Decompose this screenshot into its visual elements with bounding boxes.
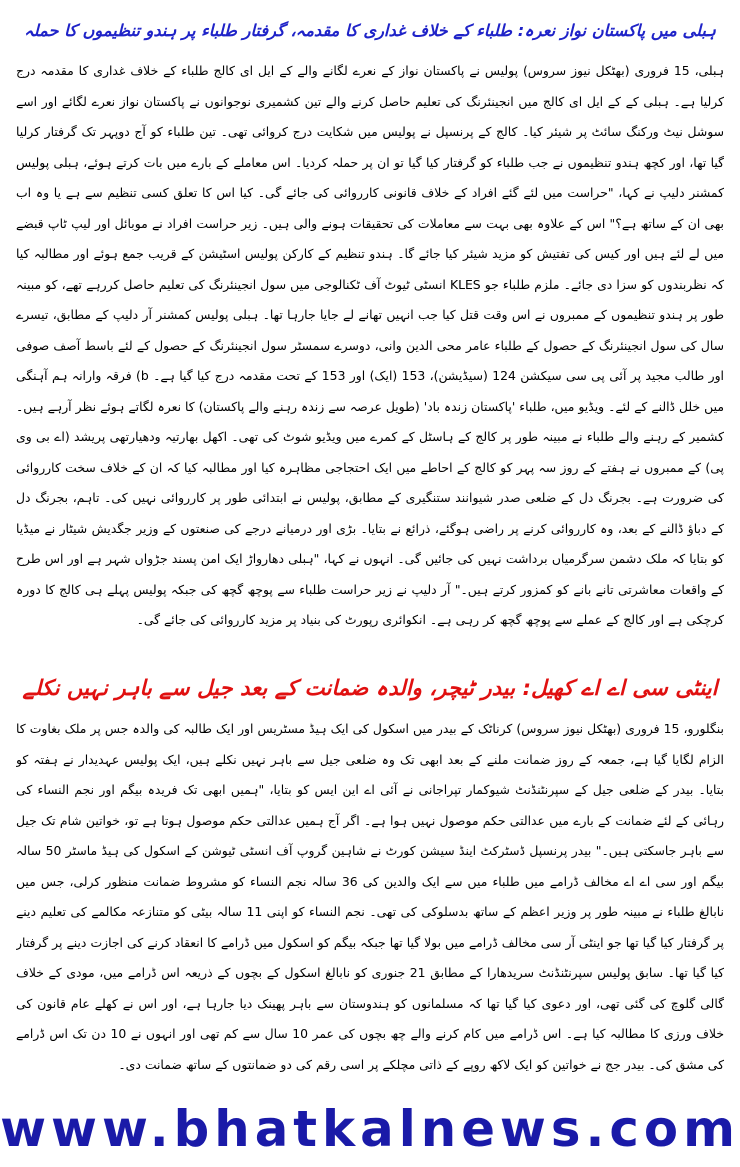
article-2-body: بنگلورو، 15 فروری (بھٹکل نیوز سروس) کرناٹک کے بیدر میں اسکول کی ایک ہیڈ مسٹریس اور ایک طالبہ کی والدہ جس پر ملک بغاوت کا الزام لگایا گیا ہے، جمعہ کے روز ضمانت ملنے کے بعد ابھی تک وہ ضلعی جیل سے باہر نہیں نکلے ہیں، ایک پولیس عہدیدار نے ہفتہ کو بتایا۔ بیدر کے ضلعی جیل کے سپرنٹنڈنٹ شیوکمار تپراجانی نے آئی اے این ایس کو بتایا، "ہمیں ابھی تک فریدہ بیگم اور نجم النساء کی رہائی کے لئے ضمانت کے بارے میں عدالتی حکم موصول نہیں ہوا ہے۔ اگر آج ہمیں عدالتی حکم موصول ہوتا ہے تو، خواتین شام تک جیل سے باہر جاسکتی ہیں۔" بیدر پرنسپل ڈسٹرکٹ اینڈ سیشن کورٹ نے شاہین گروپ آف انسٹی ٹیوشن کے اسکول کی ہیڈ ماسٹر 50 سالہ بیگم اور سی اے اے مخالف ڈرامے میں طلباء میں سے ایک والدین کی 36 سالہ نجم النساء کو مشروط ضمانت منظور کرلی، جس میں نابالغ طلباء نے مبینہ طور پر وزیر اعظم کے ساتھ بدسلوکی کی تھی۔ نجم النساء کو اپنی 11 سالہ بیٹی کو متنازعہ مکالمے کی تعلیم دینے پر گرفتار کیا گیا تھا جو اینٹی آر سی مخالف ڈرامے میں بولا گیا تھا جبکہ بیگم کو اسکول میں ڈرامے کا انعقاد کرنے کی اجازت دینے پر گرفتار کیا گیا تھا۔ سابق پولیس سپرنٹنڈنٹ سریدھارا کے مطابق 21 جنوری کو نابالغ اسکول کے بچوں کے ذریعہ اس ڈرامے میں، مودی کے خلاف گالی گلوچ کی گئی تھی، اور دعوی کیا گیا تھا کہ مسلمانوں کو ہندوستان سے باہر پھینک دیا جارہا ہے، اور اس نے کھلے عام قانون کی خلاف ورزی کا مطالبہ کیا ہے۔ اس ڈرامے میں کام کرنے والے چھ بچوں کی عمر 10 سال سے کم تھی اور انہوں نے 10 دن تک اس ڈرامے کی مشق کی۔ بیدر جج نے خواتین کو ایک لاکھ روپے کے ذاتی مچلکے پر اسی رقم کی دو ضمانتوں کے ساتھ ضمانت دی۔ [16, 721, 724, 1072]
site-url-footer: www.bhatkalnews.com [0, 1100, 740, 1158]
article-2-headline: اینٹی سی اے اے کھیل: بیدر ٹیچر، والدہ ضمانت کے بعد جیل سے باہر نہیں نکلے [22, 676, 718, 701]
article-1-body: ہبلی، 15 فروری (بھٹکل نیوز سروس) پولیس نے پاکستان نواز کے نعرے لگانے والے کے ایل ای کالج طلباء کے خلاف غداری کا مقدمہ درج کرلیا ہے۔ ہبلی کے کے ایل ای کالج میں انجینئرنگ کی تعلیم حاصل کرنے والے تین کشمیری نوجوانوں نے پاکستان نواز نعرے لگائے اور اسے سوشل نیٹ ورکنگ سائٹ پر شیئر کیا۔ کالج کے پرنسپل نے پولیس میں شکایت درج کروائی تھی۔ تین طلباء کو آج دوپہر تک گرفتار کرلیا گیا تھا، اور کچھ ہندو تنظیموں نے جب طلباء کو گرفتار کیا گیا تو ان پر حملہ کردیا۔ اس معاملے کے بارے میں بات کرتے ہوئے، ہبلی پولیس کمشنر دلیپ نے کہا، "حراست میں لئے گئے افراد کے خلاف قانونی کارروائی کی جائے گی۔ کیا اس کا تعلق کسی تنظیم سے ہے یا وہ اب بھی ان کے ساتھ ہے؟" اس کے علاوہ بھی بہت سے معاملات کی تحقیقات ہونے والی ہیں۔ زیر حراست افراد نے موبائل اور لیپ ٹاپ قبضے میں لے لئے ہیں اور کیس کی تفتیش کو مزید شیئر کیا جائے گا۔ ہندو تنظیم کے کارکن پولیس اسٹیشن کے قریب جمع ہوئے اور مطالبہ کیا کہ نظربندوں کو سزا دی جائے۔ ملزم طلباء جو KLES انسٹی ٹیوٹ آف ٹکنالوجی میں سول انجینئرنگ کی تعلیم حاصل کررہے تھے، کو مبینہ طور پر ہندو تنظیموں کے ممبروں نے اس وقت قتل کیا جب انہیں تھانے لے جایا جارہا تھا۔ ہبلی پولیس کمشنر آر دلیپ کے مطابق، تیسرے سال کی سول انجینئرنگ کے حصول کے طلباء عامر محی الدین وانی، دوسرے سمسٹر سول انجینئرنگ کے حصول کے لئے باسط آصف صوفی اور طالب مجید پر آئی پی سی سیکشن 124 (سیڈیشن)، 153 (ایک) اور 153 کے تحت مقدمہ درج کیا گیا ہے۔ b) فرقہ وارانہ ہم آہنگی میں خلل ڈالنے کے لئے۔ ویڈیو میں، طلباء 'پاکستان زندہ باد' (طویل عرصہ سے زندہ رہنے والے پاکستان) کا نعرہ لگاتے ہوئے نظر آرہے ہیں۔ کشمیر کے رہنے والے طلباء نے مبینہ طور پر کالج کے ہاسٹل کے کمرے میں ویڈیو شوٹ کی تھی۔ اکھل بھارتیہ ودھیارتھی پریشد (اے بی وی پی) کے ممبروں نے ہفتے کے روز سہ پہر کو کالج کے احاطے میں ایک احتجاجی مظاہرہ کیا اور مطالبہ کیا کہ ان کے خلاف سخت کارروائی کی ضرورت ہے۔ بجرنگ دل کے ضلعی صدر شیوانند ستنگیری کے مطابق، پولیس نے ابتدائی طور پر کارروائی نہیں کی۔ تاہم، بجرنگ دل کے دباؤ ڈالنے کے بعد، وہ کارروائی کرنے پر راضی ہوگئے، ذرائع نے بتایا۔ بڑی اور درمیانے درجے کی صنعتوں کے وزیر جگدیش شیٹار نے میڈیا کو بتایا کہ ملک دشمن سرگرمیاں برداشت نہیں کی جائیں گی۔ انہوں نے کہا، "ہبلی دھارواڑ ایک امن پسند جڑواں شہر ہے اور اس طرح کے واقعات معاشرتی تانے بانے کو کمزور کرتے ہیں۔" آر دلیپ نے زیر حراست طلباء سے پوچھ گچھ کی جبکہ پولیس پہلے ہی کالج کا دورہ کرچکی ہے اور کالج کے عملے سے پوچھ گچھ کر رہی ہے۔ انکوائری رپورٹ کی بنیاد پر مزید کارروائی کی جائے گی۔ [16, 63, 724, 627]
article-1-headline: ہبلی میں پاکستان نواز نعرہ: طلباء کے خلاف غداری کا مقدمہ، گرفتار طلباء پر ہندو تنظیموں کا حملہ [24, 21, 716, 40]
